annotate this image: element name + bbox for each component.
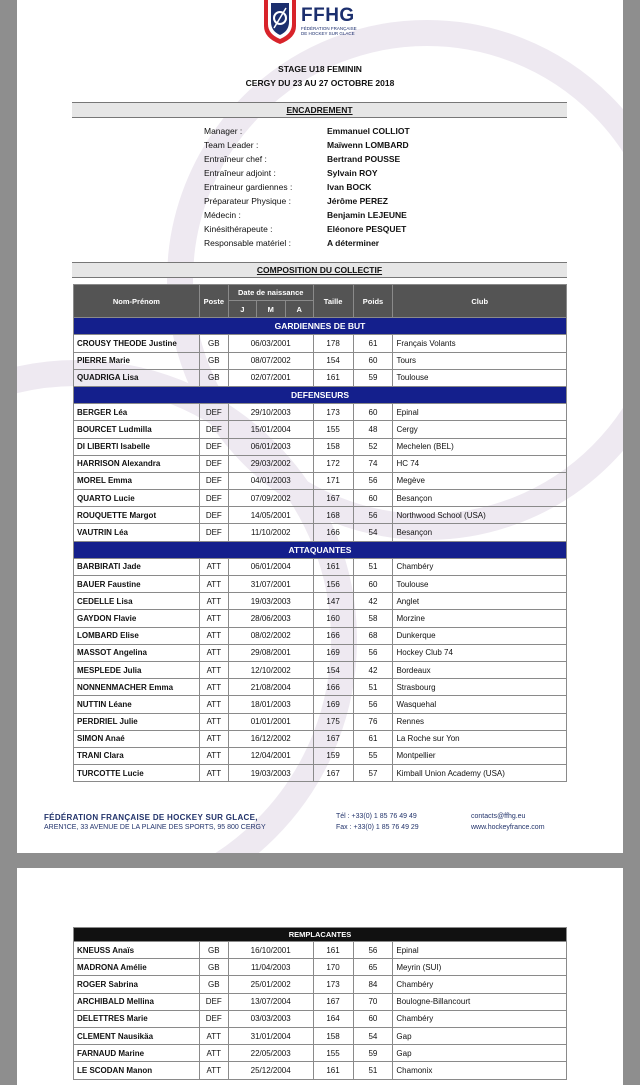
player-position: ATT [199, 576, 228, 593]
player-height: 161 [313, 942, 353, 959]
player-name: TURCOTTE Lucie [74, 765, 200, 782]
player-club: Chambéry [393, 976, 567, 993]
player-name: HARRISON Alexandra [74, 455, 200, 472]
player-club: Tours [393, 352, 567, 369]
table-row [74, 524, 567, 541]
column-header-club: Club [393, 285, 567, 318]
player-dob: 22/05/2003 [228, 1045, 313, 1062]
player-weight: 60 [353, 1010, 393, 1027]
player-position: ATT [199, 610, 228, 627]
player-height: 178 [313, 335, 353, 352]
player-club: Toulouse [393, 369, 567, 386]
player-position: ATT [199, 696, 228, 713]
roster-table [73, 284, 567, 782]
table-row [74, 713, 567, 730]
document-page-1 [17, 0, 623, 853]
staff-role: Manager : [204, 126, 243, 136]
player-weight: 57 [353, 765, 393, 782]
player-height: 161 [313, 1062, 353, 1079]
table-row [74, 644, 567, 661]
player-position: ATT [199, 765, 228, 782]
player-height: 158 [313, 438, 353, 455]
player-name: FARNAUD Marine [74, 1045, 200, 1062]
player-name: DELETTRES Marie [74, 1010, 200, 1027]
player-height: 160 [313, 610, 353, 627]
player-weight: 68 [353, 627, 393, 644]
player-club: Gap [393, 1045, 567, 1062]
player-club: Kimball Union Academy (USA) [393, 765, 567, 782]
player-height: 154 [313, 661, 353, 678]
table-row [74, 472, 567, 489]
player-weight: 55 [353, 747, 393, 764]
player-weight: 59 [353, 369, 393, 386]
section-title: DEFENSEURS [74, 386, 567, 403]
player-height: 161 [313, 369, 353, 386]
table-row [74, 1062, 567, 1079]
player-club: La Roche sur Yon [393, 730, 567, 747]
table-row [74, 747, 567, 764]
staff-role: Médecin : [204, 210, 241, 220]
player-position: DEF [199, 438, 228, 455]
player-club: Chambéry [393, 1010, 567, 1027]
staff-name: Sylvain ROY [327, 168, 378, 178]
section-row [74, 386, 567, 403]
player-height: 166 [313, 679, 353, 696]
player-height: 169 [313, 696, 353, 713]
table-row [74, 1010, 567, 1027]
column-header-year: A [285, 301, 313, 318]
table-row [74, 610, 567, 627]
staff-role: Responsable matériel : [204, 238, 291, 248]
document-title: STAGE U18 FEMININ [278, 64, 362, 74]
staff-name: Jérôme PEREZ [327, 196, 388, 206]
player-weight: 51 [353, 679, 393, 696]
player-height: 168 [313, 507, 353, 524]
player-name: MOREL Emma [74, 472, 200, 489]
staff-row [204, 152, 410, 166]
hockey-shield-icon [263, 0, 297, 44]
player-weight: 60 [353, 576, 393, 593]
table-row [74, 627, 567, 644]
staff-list [204, 124, 410, 250]
player-position: GB [199, 352, 228, 369]
staff-role: Team Leader : [204, 140, 259, 150]
player-height: 167 [313, 490, 353, 507]
table-row [74, 976, 567, 993]
column-header-height: Taille [313, 285, 353, 318]
player-dob: 01/01/2001 [228, 713, 313, 730]
footer-org-name: FÉDÉRATION FRANÇAISE DE HOCKEY SUR GLACE, [44, 813, 258, 822]
footer-email[interactable]: contacts@ffhg.eu [471, 813, 526, 820]
player-name: MADRONA Amélie [74, 959, 200, 976]
player-name: ROUQUETTE Margot [74, 507, 200, 524]
player-weight: 51 [353, 558, 393, 575]
player-club: HC 74 [393, 455, 567, 472]
player-club: Toulouse [393, 576, 567, 593]
bench-table [73, 927, 567, 1080]
player-club: Epinal [393, 404, 567, 421]
player-name: MASSOT Angelina [74, 644, 200, 661]
staff-name: Ivan BOCK [327, 182, 372, 192]
player-dob: 16/10/2001 [228, 942, 313, 959]
player-weight: 56 [353, 507, 393, 524]
player-weight: 76 [353, 713, 393, 730]
table-row [74, 993, 567, 1010]
player-position: DEF [199, 507, 228, 524]
player-position: ATT [199, 730, 228, 747]
player-name: ARCHIBALD Mellina [74, 993, 200, 1010]
player-club: Wasquehal [393, 696, 567, 713]
player-height: 147 [313, 593, 353, 610]
player-position: DEF [199, 490, 228, 507]
player-name: CEDELLE Lisa [74, 593, 200, 610]
staff-name: Maïwenn LOMBARD [327, 140, 409, 150]
player-position: DEF [199, 472, 228, 489]
player-dob: 12/10/2002 [228, 661, 313, 678]
player-position: ATT [199, 1045, 228, 1062]
table-row [74, 352, 567, 369]
roster-heading: COMPOSITION DU COLLECTIF [72, 262, 567, 278]
staff-name: Eléonore PESQUET [327, 224, 407, 234]
table-row [74, 679, 567, 696]
player-dob: 25/01/2002 [228, 976, 313, 993]
player-name: NUTTIN Léane [74, 696, 200, 713]
player-dob: 13/07/2004 [228, 993, 313, 1010]
player-height: 170 [313, 959, 353, 976]
player-position: GB [199, 976, 228, 993]
player-dob: 08/07/2002 [228, 352, 313, 369]
player-weight: 60 [353, 404, 393, 421]
player-position: ATT [199, 558, 228, 575]
staff-role: Entraîneur adjoint : [204, 168, 276, 178]
staff-role: Kinésithérapeute : [204, 224, 273, 234]
player-dob: 06/03/2001 [228, 335, 313, 352]
player-position: DEF [199, 404, 228, 421]
player-height: 156 [313, 576, 353, 593]
player-weight: 51 [353, 1062, 393, 1079]
player-club: Hockey Club 74 [393, 644, 567, 661]
section-row [74, 318, 567, 335]
player-weight: 59 [353, 1045, 393, 1062]
player-name: PIERRE Marie [74, 352, 200, 369]
player-weight: 54 [353, 1027, 393, 1044]
player-weight: 60 [353, 490, 393, 507]
bench-heading: REMPLACANTES [74, 928, 567, 942]
player-name: PERDRIEL Julie [74, 713, 200, 730]
player-name: QUARTO Lucie [74, 490, 200, 507]
player-club: Morzine [393, 610, 567, 627]
player-dob: 08/02/2002 [228, 627, 313, 644]
player-position: DEF [199, 455, 228, 472]
table-row [74, 404, 567, 421]
player-club: Anglet [393, 593, 567, 610]
player-position: GB [199, 959, 228, 976]
player-dob: 29/10/2003 [228, 404, 313, 421]
player-height: 158 [313, 1027, 353, 1044]
column-header-month: M [256, 301, 285, 318]
player-height: 155 [313, 1045, 353, 1062]
column-header-dob: Date de naissance [228, 285, 313, 301]
player-club: Besançon [393, 490, 567, 507]
table-row [74, 421, 567, 438]
player-dob: 29/03/2002 [228, 455, 313, 472]
player-name: BARBIRATI Jade [74, 558, 200, 575]
player-club: Bordeaux [393, 661, 567, 678]
player-height: 164 [313, 1010, 353, 1027]
player-position: GB [199, 369, 228, 386]
player-name: LOMBARD Elise [74, 627, 200, 644]
staff-row [204, 208, 410, 222]
player-club: Cergy [393, 421, 567, 438]
player-club: Gap [393, 1027, 567, 1044]
player-name: GAYDON Flavie [74, 610, 200, 627]
player-club: Northwood School (USA) [393, 507, 567, 524]
document-page-2 [17, 868, 623, 1085]
staff-row [204, 166, 410, 180]
bench-heading-row [74, 928, 567, 942]
table-row [74, 490, 567, 507]
staff-row [204, 194, 410, 208]
player-dob: 15/01/2004 [228, 421, 313, 438]
footer-website[interactable]: www.hockeyfrance.com [471, 824, 545, 831]
player-height: 173 [313, 976, 353, 993]
staff-name: Bertrand POUSSE [327, 154, 401, 164]
player-height: 172 [313, 455, 353, 472]
player-weight: 74 [353, 455, 393, 472]
player-club: Besançon [393, 524, 567, 541]
player-club: Megève [393, 472, 567, 489]
table-row [74, 335, 567, 352]
player-position: DEF [199, 993, 228, 1010]
player-name: BERGER Léa [74, 404, 200, 421]
player-weight: 61 [353, 335, 393, 352]
player-weight: 54 [353, 524, 393, 541]
player-club: Chambéry [393, 558, 567, 575]
player-name: SIMON Anaé [74, 730, 200, 747]
table-row [74, 1027, 567, 1044]
staff-name: A déterminer [327, 238, 380, 248]
document-subtitle: CERGY DU 23 AU 27 OCTOBRE 2018 [245, 78, 395, 88]
table-row [74, 576, 567, 593]
player-weight: 70 [353, 993, 393, 1010]
player-position: GB [199, 942, 228, 959]
player-dob: 18/01/2003 [228, 696, 313, 713]
player-dob: 11/10/2002 [228, 524, 313, 541]
player-position: ATT [199, 1027, 228, 1044]
column-header-day: J [228, 301, 256, 318]
player-height: 154 [313, 352, 353, 369]
player-dob: 25/12/2004 [228, 1062, 313, 1079]
section-title: ATTAQUANTES [74, 541, 567, 558]
player-position: DEF [199, 524, 228, 541]
column-header-position: Poste [199, 285, 228, 318]
player-weight: 48 [353, 421, 393, 438]
player-position: DEF [199, 1010, 228, 1027]
player-weight: 60 [353, 352, 393, 369]
section-row [74, 541, 567, 558]
player-club: Meyrin (SUI) [393, 959, 567, 976]
player-name: TRANI Clara [74, 747, 200, 764]
player-weight: 42 [353, 593, 393, 610]
player-club: Mechelen (BEL) [393, 438, 567, 455]
player-name: BOURCET Ludmilla [74, 421, 200, 438]
player-club: Français Volants [393, 335, 567, 352]
player-dob: 04/01/2003 [228, 472, 313, 489]
table-row [74, 593, 567, 610]
player-dob: 31/07/2001 [228, 576, 313, 593]
staff-role: Entraîneur chef : [204, 154, 267, 164]
player-club: Montpellier [393, 747, 567, 764]
player-position: ATT [199, 644, 228, 661]
player-name: CROUSY THEODE Justine [74, 335, 200, 352]
player-club: Rennes [393, 713, 567, 730]
player-weight: 52 [353, 438, 393, 455]
player-name: DI LIBERTI Isabelle [74, 438, 200, 455]
player-position: ATT [199, 661, 228, 678]
player-name: BAUER Faustine [74, 576, 200, 593]
player-weight: 84 [353, 976, 393, 993]
table-row [74, 369, 567, 386]
player-name: MESPLEDE Julia [74, 661, 200, 678]
player-club: Dunkerque [393, 627, 567, 644]
player-height: 155 [313, 421, 353, 438]
staff-row [204, 138, 410, 152]
table-row [74, 438, 567, 455]
player-weight: 58 [353, 610, 393, 627]
player-weight: 56 [353, 942, 393, 959]
table-row [74, 558, 567, 575]
staff-row [204, 236, 410, 250]
player-dob: 19/03/2003 [228, 593, 313, 610]
player-weight: 56 [353, 644, 393, 661]
player-dob: 21/08/2004 [228, 679, 313, 696]
table-row [74, 942, 567, 959]
player-height: 159 [313, 747, 353, 764]
player-dob: 31/01/2004 [228, 1027, 313, 1044]
staff-row [204, 180, 410, 194]
column-header-weight: Poids [353, 285, 393, 318]
player-height: 161 [313, 558, 353, 575]
player-height: 169 [313, 644, 353, 661]
player-dob: 03/03/2003 [228, 1010, 313, 1027]
player-position: ATT [199, 627, 228, 644]
footer-fax: Fax : +33(0) 1 85 76 49 29 [336, 824, 419, 831]
player-height: 167 [313, 993, 353, 1010]
player-height: 167 [313, 765, 353, 782]
player-dob: 14/05/2001 [228, 507, 313, 524]
table-row [74, 696, 567, 713]
table-row [74, 661, 567, 678]
player-dob: 07/09/2002 [228, 490, 313, 507]
staff-role: Entraineur gardiennes : [204, 182, 293, 192]
player-club: Boulogne-Billancourt [393, 993, 567, 1010]
player-weight: 42 [353, 661, 393, 678]
table-row [74, 959, 567, 976]
column-header-name: Nom-Prénom [74, 285, 200, 318]
logo-subtitle: DE HOCKEY SUR GLACE [301, 31, 355, 36]
player-club: Epinal [393, 942, 567, 959]
staff-role: Préparateur Physique : [204, 196, 291, 206]
player-dob: 29/08/2001 [228, 644, 313, 661]
table-row [74, 507, 567, 524]
staff-name: Benjamin LEJEUNE [327, 210, 407, 220]
player-position: ATT [199, 679, 228, 696]
logo-subtitle: FÉDÉRATION FRANÇAISE [301, 26, 357, 31]
staff-row [204, 124, 410, 138]
staff-heading: ENCADREMENT [72, 102, 567, 118]
player-name: ROGER Sabrina [74, 976, 200, 993]
player-dob: 12/04/2001 [228, 747, 313, 764]
player-weight: 65 [353, 959, 393, 976]
player-height: 166 [313, 627, 353, 644]
player-name: LE SCODAN Manon [74, 1062, 200, 1079]
player-height: 173 [313, 404, 353, 421]
player-dob: 11/04/2003 [228, 959, 313, 976]
table-row [74, 1045, 567, 1062]
table-row [74, 730, 567, 747]
player-position: DEF [199, 421, 228, 438]
player-weight: 61 [353, 730, 393, 747]
player-height: 175 [313, 713, 353, 730]
player-height: 166 [313, 524, 353, 541]
player-club: Strasbourg [393, 679, 567, 696]
player-dob: 06/01/2004 [228, 558, 313, 575]
player-height: 167 [313, 730, 353, 747]
table-row [74, 765, 567, 782]
player-dob: 28/06/2003 [228, 610, 313, 627]
player-height: 171 [313, 472, 353, 489]
player-position: ATT [199, 747, 228, 764]
footer-tel: Tél : +33(0) 1 85 76 49 49 [336, 813, 417, 820]
player-position: GB [199, 335, 228, 352]
player-name: VAUTRIN Léa [74, 524, 200, 541]
player-weight: 56 [353, 472, 393, 489]
player-name: KNEUSS Anaïs [74, 942, 200, 959]
player-position: ATT [199, 713, 228, 730]
player-position: ATT [199, 593, 228, 610]
player-dob: 19/03/2003 [228, 765, 313, 782]
section-title: GARDIENNES DE BUT [74, 318, 567, 335]
player-club: Chamonix [393, 1062, 567, 1079]
player-dob: 06/01/2003 [228, 438, 313, 455]
player-dob: 16/12/2002 [228, 730, 313, 747]
logo-wordmark: FFHG [301, 5, 355, 26]
player-name: CLEMENT Nausikäa [74, 1027, 200, 1044]
table-header-row [74, 285, 567, 301]
player-name: NONNENMACHER Emma [74, 679, 200, 696]
table-row [74, 455, 567, 472]
player-weight: 56 [353, 696, 393, 713]
footer-address: AREN'ICE, 33 AVENUE DE LA PLAINE DES SPORTS, 95 800 CERGY [44, 824, 266, 831]
staff-name: Emmanuel COLLIOT [327, 126, 410, 136]
player-position: ATT [199, 1062, 228, 1079]
ffhg-logo [263, 0, 357, 44]
player-dob: 02/07/2001 [228, 369, 313, 386]
staff-row [204, 222, 410, 236]
player-name: QUADRIGA Lisa [74, 369, 200, 386]
